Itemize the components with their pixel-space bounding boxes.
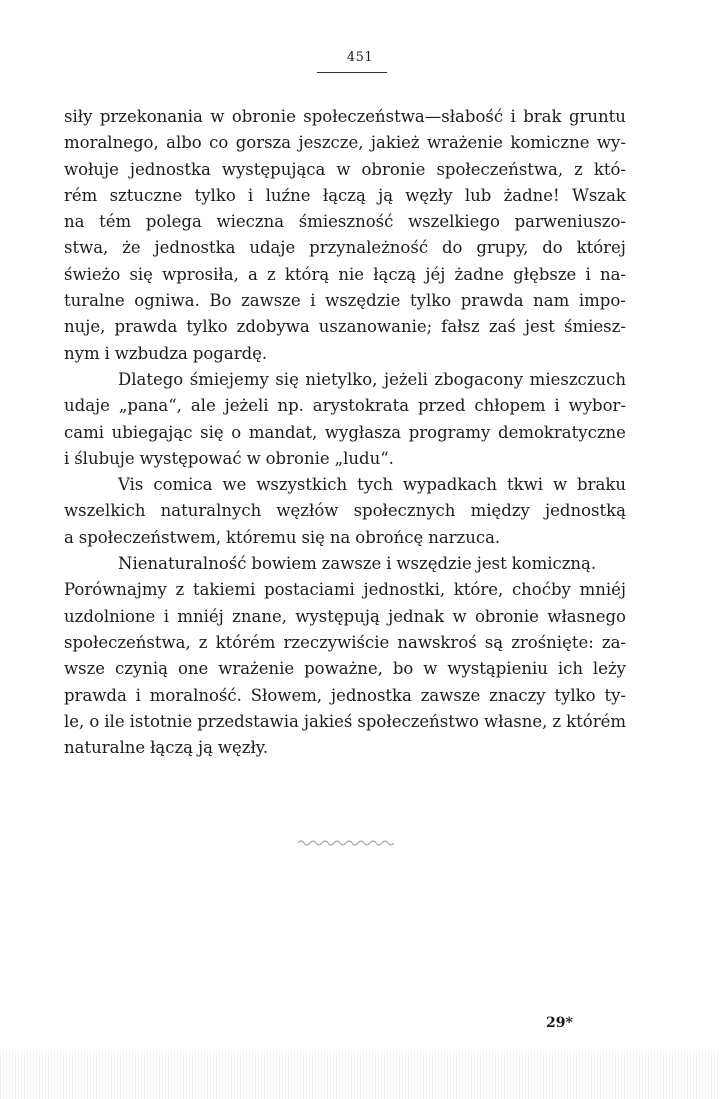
scan-edge-texture <box>0 1051 720 1099</box>
word: postaciami <box>264 580 355 600</box>
word: le, <box>64 711 85 731</box>
word: własnego <box>547 606 626 626</box>
word: występująca <box>221 159 326 179</box>
word: programy <box>408 422 491 442</box>
word: moralnego, <box>64 133 159 153</box>
text-line <box>64 235 626 261</box>
word: społeczeństwa, <box>64 632 191 652</box>
word: głębsze <box>513 264 577 284</box>
word: jednostką <box>545 501 626 521</box>
word: mieszczuch <box>529 369 626 389</box>
word: siły <box>64 107 93 126</box>
word: takiemi <box>192 580 256 600</box>
word: „ludu“. <box>334 448 394 468</box>
word: mniéj <box>579 580 626 600</box>
word: Vis <box>118 475 144 495</box>
word: tkwi <box>506 475 544 495</box>
word: arystokrata <box>312 396 410 416</box>
word: jednostka <box>129 159 211 179</box>
word: jest <box>476 554 507 574</box>
word: i <box>64 448 70 468</box>
word: z <box>175 580 185 600</box>
word: jakieś <box>303 711 353 731</box>
word: Nienaturalność <box>118 554 247 574</box>
text-line <box>64 498 626 524</box>
word: prawda <box>114 317 178 337</box>
word: jednostka <box>154 238 236 258</box>
word: obronie <box>361 159 426 179</box>
word: którą <box>284 264 330 284</box>
word: z <box>198 632 208 652</box>
word: leży <box>592 659 626 679</box>
text-line <box>64 262 626 288</box>
word: się <box>200 422 224 442</box>
word: w <box>336 159 351 179</box>
word: ale <box>190 396 216 416</box>
word: tém <box>99 212 132 232</box>
word: wygłasza <box>324 422 402 442</box>
word: na <box>64 212 85 232</box>
word: przed <box>417 396 466 416</box>
word: fałsz <box>441 317 480 337</box>
word: o <box>89 711 100 731</box>
word: impo- <box>578 291 626 311</box>
word: żadne <box>454 264 504 284</box>
header-rule <box>317 72 387 73</box>
text-line <box>64 735 626 761</box>
word: której <box>576 238 626 258</box>
text-line <box>64 288 626 314</box>
word: Dlatego <box>118 369 184 389</box>
word: zawsze <box>241 291 301 311</box>
word: ogniwa. <box>134 291 200 311</box>
word: tylko <box>410 291 452 311</box>
word: i <box>386 554 392 574</box>
word: komiczną. <box>511 554 597 574</box>
word: bo <box>392 659 414 679</box>
text-line <box>64 604 626 630</box>
word: występują <box>295 606 380 626</box>
word: ich <box>557 659 583 679</box>
word: wprosiła, <box>162 264 239 284</box>
word: i <box>554 396 560 416</box>
word: a <box>64 527 74 547</box>
word: wszędzie <box>325 291 401 311</box>
word: obronie <box>265 448 330 468</box>
word: czynią <box>115 659 168 679</box>
page-number: 451 <box>346 50 374 65</box>
word: jest <box>524 317 555 337</box>
body-text <box>64 104 626 761</box>
word: parweniuszo- <box>514 212 626 232</box>
word: obronie <box>231 107 296 126</box>
word: o <box>231 422 242 442</box>
word: własne, <box>483 711 548 731</box>
word: na <box>329 527 351 547</box>
word: bowiem <box>251 554 317 574</box>
word: uszanowanie; <box>318 317 433 337</box>
word: społeczeństwa, <box>436 159 564 179</box>
word: za- <box>601 632 626 652</box>
word: wołuje <box>64 159 119 179</box>
word: łączą <box>150 738 194 758</box>
word: są <box>484 632 504 652</box>
word: prawda <box>64 685 127 705</box>
word: udaje <box>64 396 110 416</box>
text-line <box>64 525 626 551</box>
ornament-divider <box>298 838 398 848</box>
word: przynależność <box>309 238 429 258</box>
word: występować <box>139 448 242 468</box>
paragraph-start-line <box>64 551 626 577</box>
word: we <box>222 475 247 495</box>
paragraph-start-line <box>64 472 626 498</box>
word: komiczne <box>510 133 590 153</box>
word: „pana“, <box>118 396 182 416</box>
word: zaś <box>488 317 516 337</box>
word: sztuczne <box>109 185 183 205</box>
word: gorsza <box>235 133 292 153</box>
word: nam <box>533 291 570 311</box>
word: nym <box>64 343 100 363</box>
word: któremu <box>226 527 297 547</box>
word: wzbudza <box>114 343 188 363</box>
text-line <box>64 709 626 735</box>
word: mandat, <box>248 422 318 442</box>
word: znaczy <box>489 685 546 705</box>
word: Bo <box>209 291 232 311</box>
word: z <box>574 159 583 179</box>
word: że <box>122 238 141 258</box>
word: turalne <box>64 291 125 311</box>
word: zdobywa <box>236 317 310 337</box>
word: tylko <box>554 685 596 705</box>
word: poważne, <box>304 659 383 679</box>
word: ile <box>104 711 125 731</box>
word: tylko <box>186 317 228 337</box>
word: zawsze <box>321 554 382 574</box>
text-line <box>64 577 626 603</box>
word: w <box>452 606 467 626</box>
word: które, <box>453 580 504 600</box>
word: a <box>247 264 258 284</box>
word: naturalnych <box>160 501 262 521</box>
word: się <box>275 369 299 389</box>
word: wybor- <box>568 396 626 416</box>
text-line <box>64 420 626 446</box>
word: węzłów <box>276 501 339 521</box>
word: przedstawia <box>197 711 299 731</box>
word: społeczeństwa—słabość <box>303 107 504 126</box>
word: moralność. <box>149 685 242 705</box>
word: któ- <box>593 159 626 179</box>
word: jakież <box>370 133 420 153</box>
word: i <box>585 264 591 284</box>
word: comica <box>153 475 213 495</box>
word: jéj <box>425 264 446 284</box>
word: łączą <box>322 185 366 205</box>
word: Porównajmy <box>64 580 167 600</box>
word: jeżeli <box>224 396 269 416</box>
word: i <box>135 685 141 705</box>
word: choćby <box>511 580 571 600</box>
text-line <box>64 630 626 656</box>
paragraph-start-line <box>64 367 626 393</box>
word: na- <box>599 264 626 284</box>
word: Wszak <box>571 185 626 205</box>
word: obronie <box>474 606 539 626</box>
word: nietylko, <box>305 369 378 389</box>
word: do <box>542 238 563 258</box>
word: ją <box>378 185 394 205</box>
word: wrażenie <box>426 133 503 153</box>
word: się <box>129 264 153 284</box>
word: znane, <box>232 606 287 626</box>
word: pogardę. <box>192 343 268 363</box>
word: węzły <box>405 185 453 205</box>
word: stwa, <box>64 238 109 258</box>
text-line <box>64 157 626 183</box>
word: jednak <box>388 606 445 626</box>
word: wszelkiego <box>408 212 500 232</box>
word: wszędzie <box>396 554 472 574</box>
text-line <box>64 446 626 472</box>
word: ślubuje <box>74 448 135 468</box>
word: i <box>163 606 169 626</box>
word: gruntu <box>568 107 626 126</box>
text-line <box>64 209 626 235</box>
word: którém <box>215 632 276 652</box>
word: demokratyczne <box>498 422 626 442</box>
word: tylko <box>194 185 236 205</box>
text-line <box>64 130 626 156</box>
word: rém <box>64 185 98 205</box>
word: naturalne <box>64 738 146 758</box>
word: luźne <box>265 185 311 205</box>
word: i <box>510 107 516 126</box>
word: z <box>267 264 276 284</box>
word: mniéj <box>177 606 224 626</box>
word: nie <box>338 264 365 284</box>
word: wszystkich <box>256 475 348 495</box>
word: albo <box>166 133 202 153</box>
word: i <box>310 291 316 311</box>
word: świeżo <box>64 264 121 284</box>
word: żadne! <box>503 185 560 205</box>
word: lub <box>464 185 492 205</box>
word: uzdolnione <box>64 606 156 626</box>
word: chłopem <box>474 396 546 416</box>
word: jeszcze, <box>298 133 364 153</box>
word: brak <box>523 107 562 126</box>
word: wypadkach <box>402 475 498 495</box>
word: prawda <box>460 291 524 311</box>
word: cami <box>64 422 105 442</box>
word: się <box>301 527 325 547</box>
word: jeżeli <box>383 369 428 389</box>
word: społecznych <box>353 501 456 521</box>
word: ubiegając <box>111 422 193 442</box>
word: w <box>423 659 438 679</box>
text-line <box>64 183 626 209</box>
word: wszelkich <box>64 501 146 521</box>
word: polega <box>145 212 202 232</box>
word: obrońcę <box>355 527 424 547</box>
word: udaje <box>249 238 296 258</box>
word: wsze <box>64 659 106 679</box>
word: wieczna <box>216 212 285 232</box>
word: grupy, <box>476 238 529 258</box>
word: jednostki, <box>363 580 446 600</box>
word: wy- <box>596 133 626 153</box>
word: śmieszność <box>298 212 394 232</box>
word: śmiejemy <box>189 369 269 389</box>
word: rzeczywiście <box>283 632 390 652</box>
word: przekonania <box>99 107 203 126</box>
word: jednostka <box>330 685 412 705</box>
word: łączą <box>373 264 417 284</box>
word: i <box>104 343 110 363</box>
word: w <box>552 475 568 495</box>
word: wrażenie <box>218 659 295 679</box>
word: nuje, <box>64 317 106 337</box>
word: i <box>248 185 254 205</box>
word: zawsze <box>420 685 481 705</box>
text-line <box>64 656 626 682</box>
text-line <box>64 393 626 419</box>
word: one <box>177 659 209 679</box>
word: z <box>552 711 562 731</box>
word: do <box>441 238 463 258</box>
word: społeczeństwem, <box>78 527 222 547</box>
word: tych <box>357 475 393 495</box>
word: między <box>470 501 530 521</box>
text-line <box>64 683 626 709</box>
word: którém <box>566 711 626 731</box>
word: śmiesz- <box>564 317 626 337</box>
word: Słowem, <box>250 685 323 705</box>
word: ją <box>197 738 213 758</box>
word: istotnie <box>129 711 193 731</box>
word: wystąpieniu <box>447 659 548 679</box>
text-line <box>64 314 626 340</box>
word: węzły. <box>217 738 269 758</box>
word: w <box>246 448 261 468</box>
text-line <box>64 104 626 130</box>
word: narzuca. <box>428 527 501 547</box>
word: zrośnięte: <box>511 632 594 652</box>
word: ty- <box>604 685 626 705</box>
word: braku <box>577 475 626 495</box>
text-line <box>64 341 626 367</box>
signature-mark: 29* <box>546 1015 573 1031</box>
word: nawskroś <box>397 632 477 652</box>
word: zbogacony <box>434 369 524 389</box>
word: w <box>210 107 225 126</box>
word: co <box>209 133 229 153</box>
word: np. <box>277 396 304 416</box>
word: społeczeństwo <box>357 711 479 731</box>
